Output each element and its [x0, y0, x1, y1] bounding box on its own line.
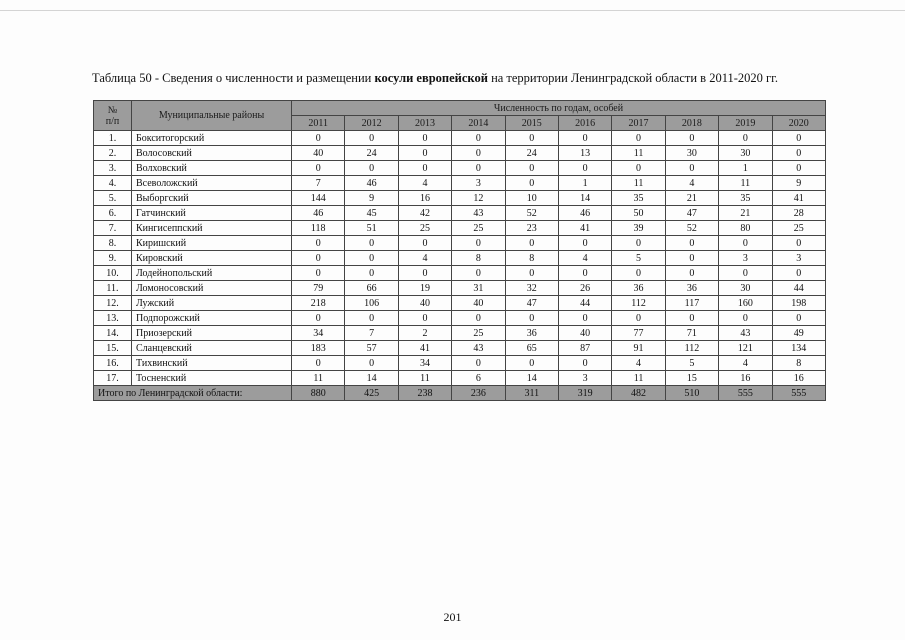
value-cell: 0: [772, 236, 825, 251]
header-year: 2011: [292, 116, 345, 131]
value-cell: 0: [292, 251, 345, 266]
value-cell: 144: [292, 191, 345, 206]
value-cell: 52: [665, 221, 718, 236]
value-cell: 0: [452, 146, 505, 161]
value-cell: 21: [665, 191, 718, 206]
value-cell: 112: [612, 296, 665, 311]
total-value-cell: 880: [292, 386, 345, 401]
value-cell: 0: [719, 266, 772, 281]
value-cell: 0: [452, 311, 505, 326]
total-value-cell: 482: [612, 386, 665, 401]
table-row: [94, 221, 826, 236]
value-cell: 7: [292, 176, 345, 191]
value-cell: 4: [398, 251, 451, 266]
value-cell: 49: [772, 326, 825, 341]
district-name: Выборгский: [132, 191, 292, 206]
value-cell: 0: [612, 131, 665, 146]
value-cell: 0: [719, 131, 772, 146]
value-cell: 0: [665, 311, 718, 326]
header-row-top: [94, 101, 826, 116]
value-cell: 50: [612, 206, 665, 221]
scan-edge-line: [0, 10, 905, 11]
value-cell: 0: [665, 266, 718, 281]
value-cell: 9: [345, 191, 398, 206]
value-cell: 0: [292, 161, 345, 176]
value-cell: 0: [719, 311, 772, 326]
value-cell: 0: [345, 356, 398, 371]
row-number: 8.: [94, 236, 132, 251]
header-year: 2018: [665, 116, 718, 131]
table-row: [94, 326, 826, 341]
value-cell: 183: [292, 341, 345, 356]
district-name: Сланцевский: [132, 341, 292, 356]
value-cell: 11: [612, 176, 665, 191]
value-cell: 35: [719, 191, 772, 206]
value-cell: 36: [612, 281, 665, 296]
value-cell: 39: [612, 221, 665, 236]
total-value-cell: 319: [558, 386, 611, 401]
table-row: [94, 206, 826, 221]
value-cell: 0: [292, 131, 345, 146]
district-name: Кингисеппский: [132, 221, 292, 236]
header-number-line2: п/п: [105, 115, 120, 127]
value-cell: 0: [452, 131, 505, 146]
table-row: [94, 296, 826, 311]
value-cell: 0: [292, 356, 345, 371]
value-cell: 0: [665, 236, 718, 251]
row-number: 13.: [94, 311, 132, 326]
row-number: 17.: [94, 371, 132, 386]
header-year: 2013: [398, 116, 451, 131]
district-name: Тихвинский: [132, 356, 292, 371]
value-cell: 0: [345, 266, 398, 281]
value-cell: 121: [719, 341, 772, 356]
value-cell: 218: [292, 296, 345, 311]
table-row: [94, 341, 826, 356]
value-cell: 0: [612, 311, 665, 326]
header-year: 2014: [452, 116, 505, 131]
value-cell: 26: [558, 281, 611, 296]
district-name: Подпорожский: [132, 311, 292, 326]
value-cell: 0: [292, 266, 345, 281]
value-cell: 0: [345, 251, 398, 266]
value-cell: 0: [558, 131, 611, 146]
value-cell: 14: [345, 371, 398, 386]
total-label: Итого по Ленинградской области:: [94, 386, 292, 401]
table-row: [94, 251, 826, 266]
value-cell: 30: [719, 146, 772, 161]
table-row: [94, 236, 826, 251]
value-cell: 0: [505, 356, 558, 371]
value-cell: 10: [505, 191, 558, 206]
value-cell: 30: [719, 281, 772, 296]
row-number: 4.: [94, 176, 132, 191]
value-cell: 47: [665, 206, 718, 221]
row-number: 15.: [94, 341, 132, 356]
value-cell: 0: [452, 161, 505, 176]
value-cell: 40: [398, 296, 451, 311]
total-value-cell: 311: [505, 386, 558, 401]
total-value-cell: 425: [345, 386, 398, 401]
row-number: 16.: [94, 356, 132, 371]
row-number: 9.: [94, 251, 132, 266]
value-cell: 80: [719, 221, 772, 236]
value-cell: 24: [505, 146, 558, 161]
value-cell: 46: [558, 206, 611, 221]
value-cell: 0: [665, 251, 718, 266]
value-cell: 0: [505, 266, 558, 281]
value-cell: 43: [719, 326, 772, 341]
value-cell: 0: [398, 236, 451, 251]
table-title: [92, 71, 852, 86]
row-number: 12.: [94, 296, 132, 311]
value-cell: 36: [665, 281, 718, 296]
value-cell: 3: [772, 251, 825, 266]
value-cell: 25: [452, 221, 505, 236]
value-cell: 57: [345, 341, 398, 356]
value-cell: 8: [772, 356, 825, 371]
value-cell: 32: [505, 281, 558, 296]
total-value-cell: 555: [719, 386, 772, 401]
value-cell: 25: [398, 221, 451, 236]
value-cell: 1: [719, 161, 772, 176]
table-row: [94, 266, 826, 281]
total-value-cell: 555: [772, 386, 825, 401]
value-cell: 43: [452, 341, 505, 356]
value-cell: 23: [505, 221, 558, 236]
value-cell: 0: [772, 161, 825, 176]
value-cell: 47: [505, 296, 558, 311]
row-number: 10.: [94, 266, 132, 281]
value-cell: 0: [772, 146, 825, 161]
value-cell: 0: [558, 236, 611, 251]
value-cell: 9: [772, 176, 825, 191]
total-value-cell: 238: [398, 386, 451, 401]
value-cell: 45: [345, 206, 398, 221]
value-cell: 31: [452, 281, 505, 296]
value-cell: 41: [772, 191, 825, 206]
value-cell: 43: [452, 206, 505, 221]
value-cell: 24: [345, 146, 398, 161]
value-cell: 0: [558, 356, 611, 371]
row-number: 6.: [94, 206, 132, 221]
district-name: Лодейнопольский: [132, 266, 292, 281]
table-row: [94, 176, 826, 191]
value-cell: 79: [292, 281, 345, 296]
header-group: Численность по годам, особей: [292, 101, 826, 116]
value-cell: 0: [345, 131, 398, 146]
value-cell: 0: [612, 161, 665, 176]
value-cell: 4: [558, 251, 611, 266]
header-year: 2020: [772, 116, 825, 131]
total-row: [94, 386, 826, 401]
value-cell: 198: [772, 296, 825, 311]
value-cell: 46: [345, 176, 398, 191]
value-cell: 0: [665, 131, 718, 146]
value-cell: 52: [505, 206, 558, 221]
value-cell: 2: [398, 326, 451, 341]
value-cell: 40: [558, 326, 611, 341]
value-cell: 30: [665, 146, 718, 161]
value-cell: 0: [398, 311, 451, 326]
value-cell: 112: [665, 341, 718, 356]
table-row: [94, 311, 826, 326]
value-cell: 0: [292, 236, 345, 251]
value-cell: 16: [398, 191, 451, 206]
value-cell: 0: [345, 311, 398, 326]
value-cell: 11: [612, 371, 665, 386]
value-cell: 35: [612, 191, 665, 206]
table-row: [94, 191, 826, 206]
value-cell: 0: [612, 266, 665, 281]
table-row: [94, 356, 826, 371]
district-name: Ломоносовский: [132, 281, 292, 296]
value-cell: 0: [345, 236, 398, 251]
value-cell: 11: [292, 371, 345, 386]
value-cell: 34: [292, 326, 345, 341]
value-cell: 3: [558, 371, 611, 386]
district-name: Волосовский: [132, 146, 292, 161]
value-cell: 14: [558, 191, 611, 206]
value-cell: 0: [558, 161, 611, 176]
value-cell: 41: [398, 341, 451, 356]
district-name: Приозерский: [132, 326, 292, 341]
value-cell: 21: [719, 206, 772, 221]
header-number-line1: №: [107, 104, 118, 116]
value-cell: 4: [719, 356, 772, 371]
value-cell: 44: [558, 296, 611, 311]
header-year: 2019: [719, 116, 772, 131]
table-row: [94, 371, 826, 386]
value-cell: 42: [398, 206, 451, 221]
value-cell: 0: [665, 161, 718, 176]
table-row: [94, 281, 826, 296]
header-year: 2016: [558, 116, 611, 131]
value-cell: 15: [665, 371, 718, 386]
value-cell: 4: [398, 176, 451, 191]
value-cell: 160: [719, 296, 772, 311]
value-cell: 0: [505, 311, 558, 326]
value-cell: 40: [292, 146, 345, 161]
value-cell: 106: [345, 296, 398, 311]
value-cell: 0: [398, 146, 451, 161]
value-cell: 8: [452, 251, 505, 266]
district-name: Лужский: [132, 296, 292, 311]
value-cell: 8: [505, 251, 558, 266]
total-value-cell: 510: [665, 386, 718, 401]
value-cell: 16: [719, 371, 772, 386]
value-cell: 34: [398, 356, 451, 371]
value-cell: 0: [772, 131, 825, 146]
value-cell: 5: [612, 251, 665, 266]
row-number: 5.: [94, 191, 132, 206]
value-cell: 44: [772, 281, 825, 296]
district-name: Волховский: [132, 161, 292, 176]
row-number: 14.: [94, 326, 132, 341]
value-cell: 0: [505, 236, 558, 251]
value-cell: 6: [452, 371, 505, 386]
value-cell: 14: [505, 371, 558, 386]
row-number: 3.: [94, 161, 132, 176]
header-year: 2017: [612, 116, 665, 131]
table-row: [94, 146, 826, 161]
value-cell: 0: [452, 356, 505, 371]
value-cell: 65: [505, 341, 558, 356]
row-number: 2.: [94, 146, 132, 161]
value-cell: 134: [772, 341, 825, 356]
value-cell: 66: [345, 281, 398, 296]
value-cell: 0: [612, 236, 665, 251]
value-cell: 87: [558, 341, 611, 356]
district-name: Тосненский: [132, 371, 292, 386]
header-year: 2015: [505, 116, 558, 131]
value-cell: 16: [772, 371, 825, 386]
value-cell: 0: [398, 161, 451, 176]
title-suffix: на территории Ленинградской области в 2011-2020 гг.: [487, 71, 779, 85]
value-cell: 4: [612, 356, 665, 371]
row-number: 7.: [94, 221, 132, 236]
value-cell: 51: [345, 221, 398, 236]
row-number: 1.: [94, 131, 132, 146]
value-cell: 7: [345, 326, 398, 341]
value-cell: 0: [558, 311, 611, 326]
district-name: Гатчинский: [132, 206, 292, 221]
header-district: Муниципальные районы: [132, 101, 292, 131]
value-cell: 0: [452, 236, 505, 251]
value-cell: 0: [558, 266, 611, 281]
value-cell: 0: [505, 161, 558, 176]
value-cell: 117: [665, 296, 718, 311]
value-cell: 3: [452, 176, 505, 191]
value-cell: 0: [398, 266, 451, 281]
value-cell: 4: [665, 176, 718, 191]
value-cell: 11: [719, 176, 772, 191]
value-cell: 0: [719, 236, 772, 251]
total-value-cell: 236: [452, 386, 505, 401]
value-cell: 0: [292, 311, 345, 326]
value-cell: 46: [292, 206, 345, 221]
value-cell: 118: [292, 221, 345, 236]
value-cell: 0: [452, 266, 505, 281]
value-cell: 3: [719, 251, 772, 266]
value-cell: 91: [612, 341, 665, 356]
table-row: [94, 131, 826, 146]
value-cell: 11: [398, 371, 451, 386]
value-cell: 41: [558, 221, 611, 236]
value-cell: 0: [505, 176, 558, 191]
district-name: Бокситогорский: [132, 131, 292, 146]
value-cell: 1: [558, 176, 611, 191]
header-year: 2012: [345, 116, 398, 131]
value-cell: 0: [398, 131, 451, 146]
value-cell: 5: [665, 356, 718, 371]
title-bold-species: косули европейской: [374, 71, 488, 85]
value-cell: 0: [345, 161, 398, 176]
value-cell: 0: [772, 266, 825, 281]
district-name: Кировский: [132, 251, 292, 266]
value-cell: 0: [772, 311, 825, 326]
title-prefix: Таблица 50 - Сведения о численности и размещении: [92, 71, 375, 85]
row-number: 11.: [94, 281, 132, 296]
district-name: Всеволожский: [132, 176, 292, 191]
page-number: 201: [443, 610, 462, 624]
value-cell: 25: [772, 221, 825, 236]
value-cell: 71: [665, 326, 718, 341]
value-cell: 40: [452, 296, 505, 311]
table-body: [94, 131, 826, 401]
value-cell: 36: [505, 326, 558, 341]
value-cell: 11: [612, 146, 665, 161]
value-cell: 0: [505, 131, 558, 146]
value-cell: 77: [612, 326, 665, 341]
roe-deer-population-table: [93, 100, 826, 401]
value-cell: 13: [558, 146, 611, 161]
header-number: [94, 101, 132, 131]
table-row: [94, 161, 826, 176]
value-cell: 28: [772, 206, 825, 221]
value-cell: 19: [398, 281, 451, 296]
value-cell: 12: [452, 191, 505, 206]
value-cell: 25: [452, 326, 505, 341]
district-name: Киришский: [132, 236, 292, 251]
